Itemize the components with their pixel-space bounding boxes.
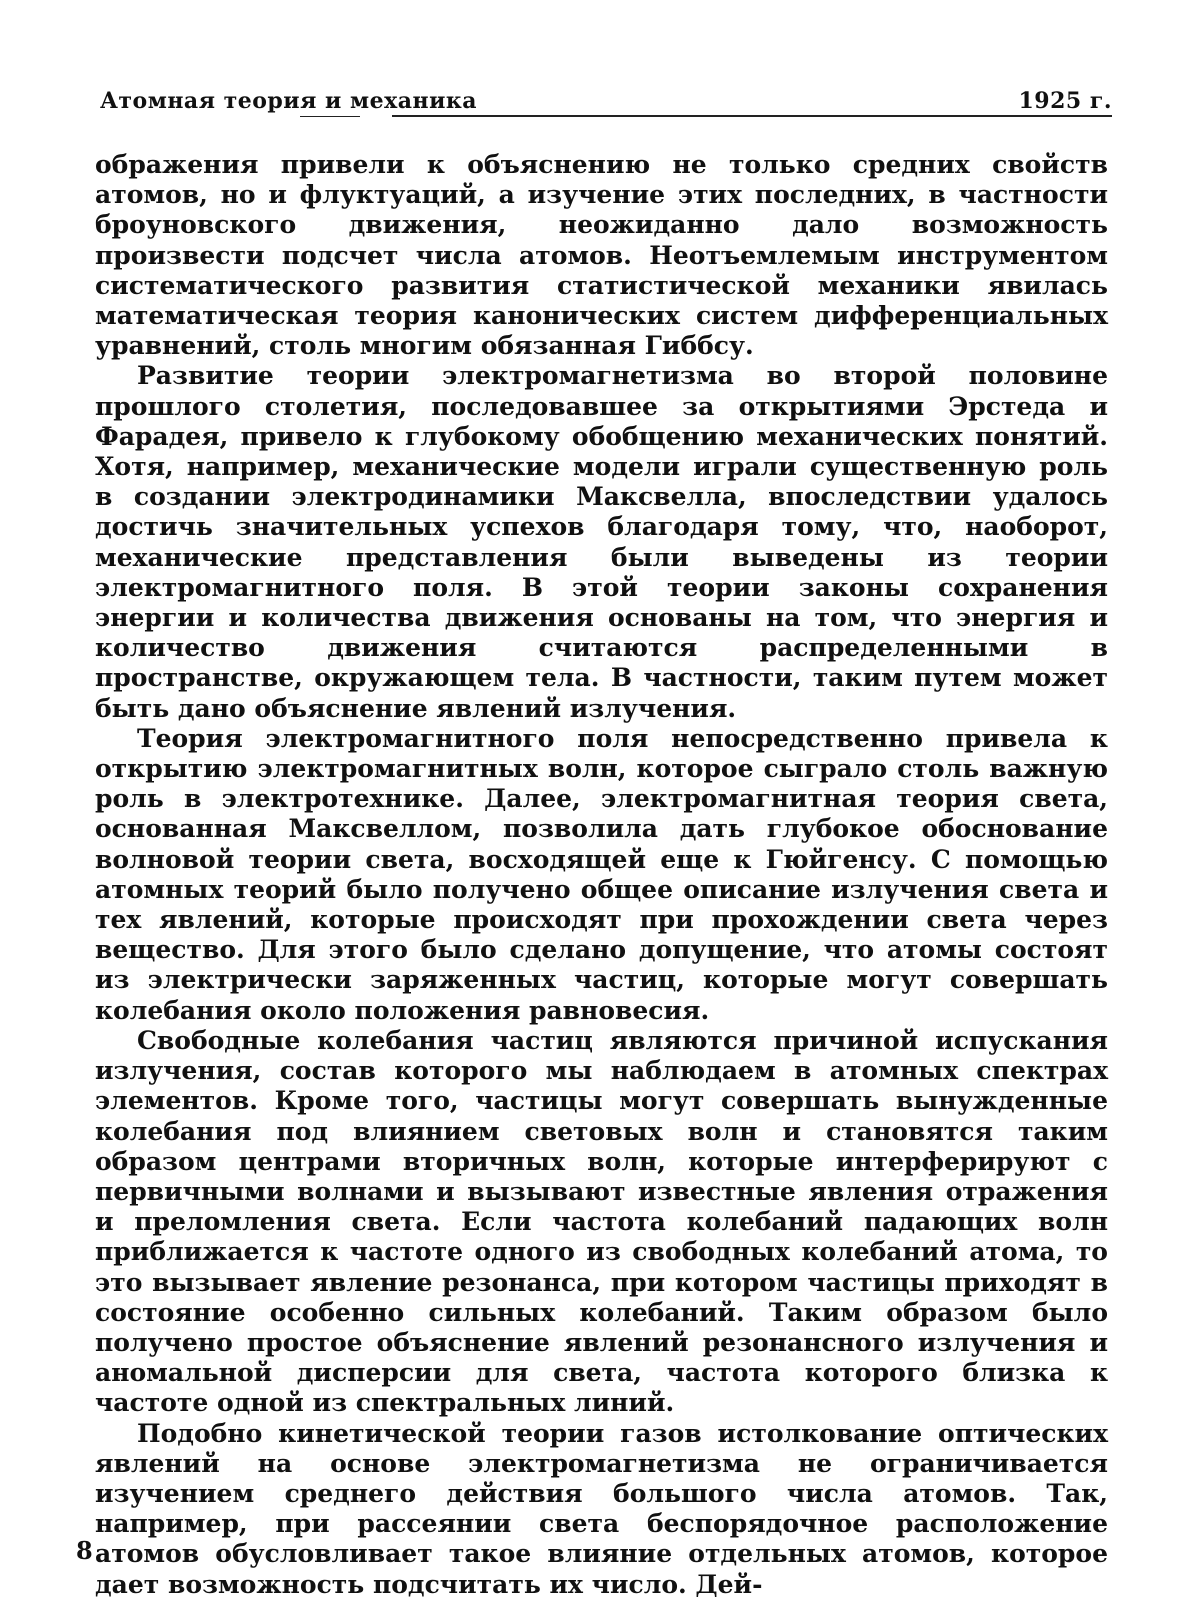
paragraph: Свободные колебания частиц являются причиной испускания излучения, состав которого мы наблюдаем в атомных спектрах элементов. Кроме того, частицы могут совершать вынужденные колебания под влиянием световых волн и становятся таким образом центрами вторичных волн, которые интерферируют с первичными волнами и вызывают известные явления отражения и преломления света. Если частота колебаний падающих волн приближается к частоте одного из свободных колебаний атома, то это вызывает явление резонанса, при котором частицы приходят в состояние особенно сильных колебаний. Таким образом было получено простое объяснение явлений резонансного излучения и аномальной дисперсии для света, частота которого близка к частоте одной из спектральных линий. xyxy=(95,1025,1108,1418)
body-text xyxy=(95,150,1108,1600)
paragraph: Подобно кинетической теории газов истолкование оптических явлений на основе электромагнетизма не ограничивается изучением среднего действия большого числа атомов. Так, например, при рассеянии света беспорядочное расположение атомов обусловливает такое влияние отдельных атомов, которое дает возможность подсчитать их число. Дей- xyxy=(95,1418,1108,1599)
page-number: 8 xyxy=(76,1536,93,1565)
paragraph: Теория электромагнитного поля непосредственно привела к открытию электромагнитных волн, которое сыграло столь важную роль в электротехнике. Далее, электромагнитная теория света, основанная Максвеллом, позволила дать глубокое обоснование волновой теории света, восходящей еще к Гюйгенсу. С помощью атомных теорий было получено общее описание излучения света и тех явлений, которые происходят при прохождении света через вещество. Для этого было сделано допущение, что атомы состоят из электрически заряженных частиц, которые могут совершать колебания около положения равновесия. xyxy=(95,723,1108,1025)
running-title: Атомная теория и механика xyxy=(100,88,478,114)
paragraph-continued: ображения привели к объяснению не только средних свойств атомов, но и флуктуаций, а изучение этих последних, в частности броуновского движения, неожиданно дало возможность произвести подсчет числа атомов. Неотъемлемым инструментом систематического развития статистической механики явилась математическая теория канонических систем дифференциальных уравнений, столь многим обязанная Гиббсу. xyxy=(95,150,1108,361)
header-rule xyxy=(392,115,1112,117)
paragraph: Развитие теории электромагнетизма во второй половине прошлого столетия, последовавшее за открытиями Эрстеда и Фарадея, привело к глубокому обобщению механических понятий. Хотя, например, механические модели играли существенную роль в создании электродинамики Максвелла, впоследствии удалось достичь значительных успехов благодаря тому, что, наоборот, механические представления были выведены из теории электромагнитного поля. В этой теории законы сохранения энергии и количества движения основаны на том, что энергия и количество движения считаются распределенными в пространстве, окружающем тела. В частности, таким путем может быть дано объяснение явлений излучения. xyxy=(95,361,1108,723)
running-header xyxy=(100,78,1112,114)
header-year: 1925 г. xyxy=(1018,88,1112,114)
header-rule-fragment xyxy=(300,116,360,117)
